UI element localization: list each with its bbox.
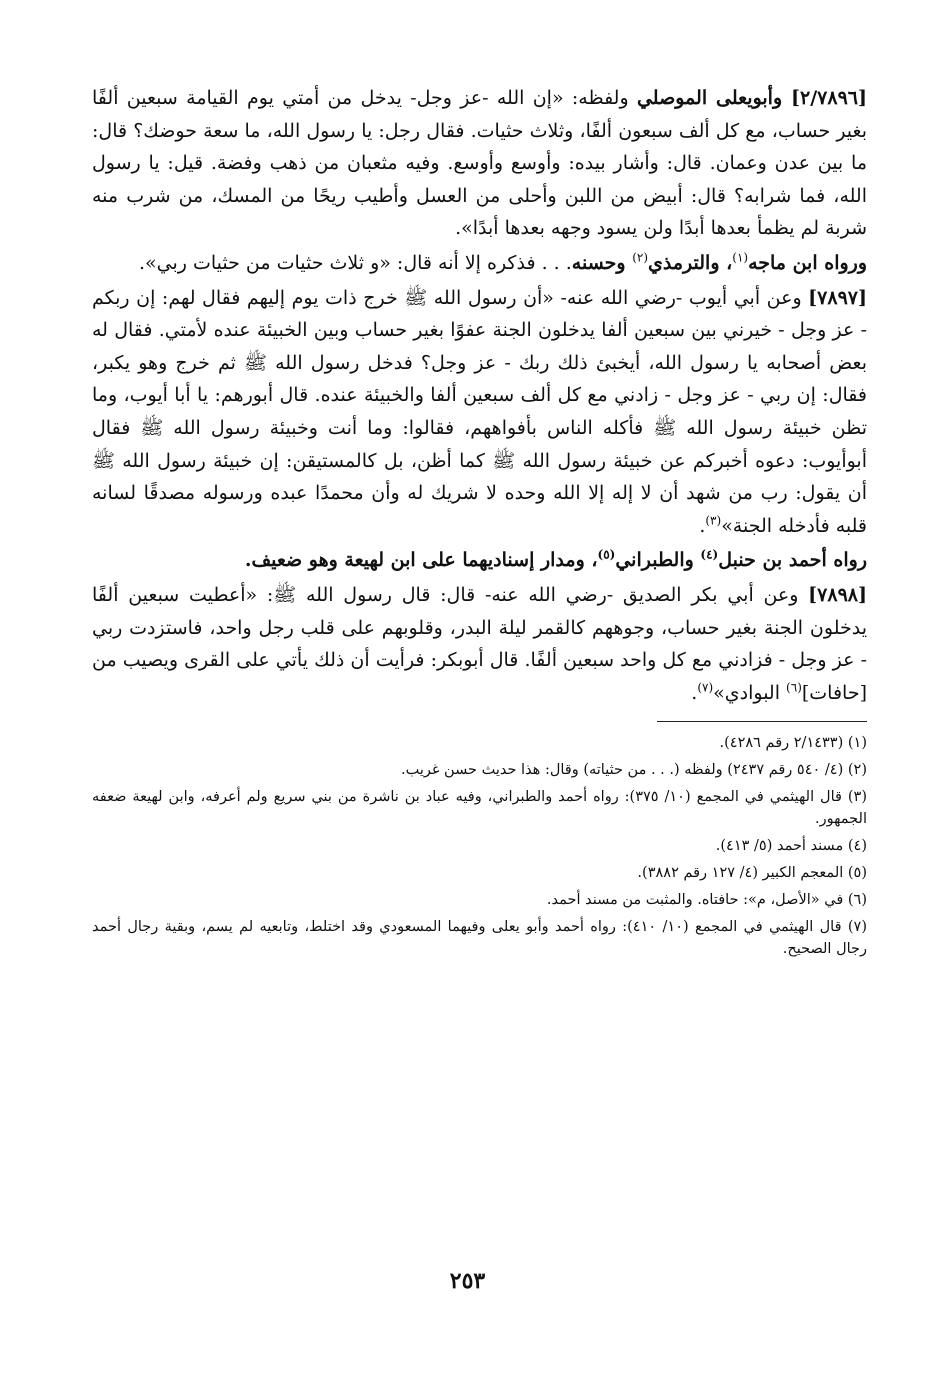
footnote-divider <box>657 721 867 722</box>
footnote-ref-4: (٤) <box>700 547 719 562</box>
hadith-7896-continuation <box>92 82 867 245</box>
isnad-note: ، ومدار إسناديهما على ابن لهيعة وهو ضعيف. <box>244 549 598 572</box>
narrator-name: وأبويعلى الموصلي <box>636 87 792 109</box>
hadith-number: [٧٨٩٨] <box>808 583 867 606</box>
footnote-ref-2: (٢) <box>632 250 649 265</box>
takhrij-text: . . . فذكره إلا أنه قال: «و ثلاث حثيات من حثيات ربي». <box>139 251 572 274</box>
source-tabarani: والطبراني <box>615 549 701 572</box>
footnote-5: (٥) المعجم الكبير (٤/ ١٢٧ رقم ٣٨٨٢). <box>637 865 867 882</box>
hadith-end: . <box>691 681 698 704</box>
footnote-2: (٢) (٤/ ٥٤٠ رقم ٢٤٣٧) ولفظه (. . . من حثياته) وقال: هذا حديث حسن غريب. <box>400 762 867 779</box>
footnote-6: (٦) في «الأصل، م»: حافتاه. والمثبت من مسند أحمد. <box>546 892 867 909</box>
footnote-ref-3: (٣) <box>705 513 722 528</box>
footnote-ref-6: (٦) <box>786 680 802 695</box>
footnote-3: (٣) قال الهيثمي في المجمع (١٠/ ٣٧٥): رواه أحمد والطبراني، وفيه عباد بن ناشرة من بني سريع ولم أعرفه، وابن لهيعة ضعفه الجمهور. <box>92 789 867 828</box>
hadith-7897 <box>92 282 867 543</box>
footnotes <box>92 732 867 960</box>
hadith-number: [٢/٧٨٩٦] <box>791 87 867 109</box>
footnote-ref-5: (٥) <box>597 547 616 562</box>
source-ibn-majah: ورواه ابن ماجه <box>748 251 867 274</box>
hadith-7898 <box>92 579 867 709</box>
main-text <box>92 82 867 709</box>
hadith-text: ولفظه: «إن الله -عز وجل- يدخل من أمتي يوم القيامة سبعين ألفًا بغير حساب، مع كل ألف سبعون ألفًا، وثلاث حثيات. فقال رجل: يا رسول الله، ما سعة حوضك؟ قال: ما بين عدن وعمان. قال: وأشار بيده: وأوسع وأوسع. وفيه مثعبان من ذهب وفضة. قيل: يا رسول الله، فما شرابه؟ قال: أبيض من اللبن وأحلى من العسل وأطيب ريحًا من المسك، من شرب منه شربة لم يظمأ بعدها أبدًا ولن يسود وجهه بعدها أبدًا». <box>92 87 867 240</box>
takhrij-paragraph <box>92 247 867 280</box>
hadith-text: وعن أبي بكر الصديق -رضي الله عنه- قال: قال رسول الله ﷺ: «أعطيت سبعين ألفًا يدخلون الجنة بغير حساب، وجوههم كالقمر ليلة البدر، وقلوبهم على قلب رجل واحد، فاستزدت ربي - عز وجل - فزادني مع كل واحد سبعين ألفًا. قال أبوبكر: فرأيت أن ذلك يأتي على القرى ويصيب من [حافات] <box>92 583 867 704</box>
takhrij-paragraph <box>92 544 867 577</box>
hadith-end: . <box>699 514 706 537</box>
footnote-4: (٤) مسند أحمد (٥/ ٤١٣). <box>715 838 867 855</box>
grading-text: وحسنه <box>571 251 633 274</box>
footnote-7: (٧) قال الهيثمي في المجمع (١٠/ ٤١٠): رواه أحمد وأبو يعلى وفيهما المسعودي وقد اختلط، وتابعيه لم يسم، وبقية رجال أحمد رجال الصحيح. <box>92 919 867 958</box>
hadith-number: [٧٨٩٧] <box>808 286 867 309</box>
source-tirmidhi: ، والترمذي <box>648 251 733 274</box>
page-number: ٢٥٣ <box>449 1268 486 1294</box>
footnote-1: (١) (٢/١٤٣٣ رقم ٤٢٨٦). <box>719 735 867 752</box>
hadith-text-end: البوادي» <box>713 681 787 704</box>
hadith-text: وعن أبي أيوب -رضي الله عنه- «أن رسول الله ﷺ خرج ذات يوم إليهم فقال لهم: إن ربكم - عز وجل - خيرني بين سبعين ألفا يدخلون الجنة عفوًا بغير حساب وبين الخبيئة عنده لأمتي. فقال له بعض أصحابه يا رسول الله، أيخبئ ذلك ربك - عز وجل؟ فدخل رسول الله ﷺ ثم خرج وهو يكبر، فقال: إن ربي - عز وجل - زادني مع كل ألف سبعين ألفا والخبيئة عنده. قال أبورهم: يا أبا أيوب، وما تظن خبيئة رسول الله ﷺ فأكله الناس بأفواههم، فقالوا: وما أنت وخبيئة رسول الله ﷺ فقال أبوأيوب: دعوه أخبركم عن خبيئة رسول الله ﷺ كما أظن، بل كالمستيقن: إن خبيئة رسول الله ﷺ أن يقول: رب من شهد أن لا إله إلا الله وحده لا شريك له وأن محمدًا عبده ورسوله مصدقًا لسانه قلبه فأدخله الجنة» <box>92 286 867 537</box>
footnote-ref-1: (١) <box>732 250 749 265</box>
footnote-ref-7: (٧) <box>697 680 714 695</box>
source-ahmad: رواه أحمد بن حنبل <box>718 549 867 572</box>
